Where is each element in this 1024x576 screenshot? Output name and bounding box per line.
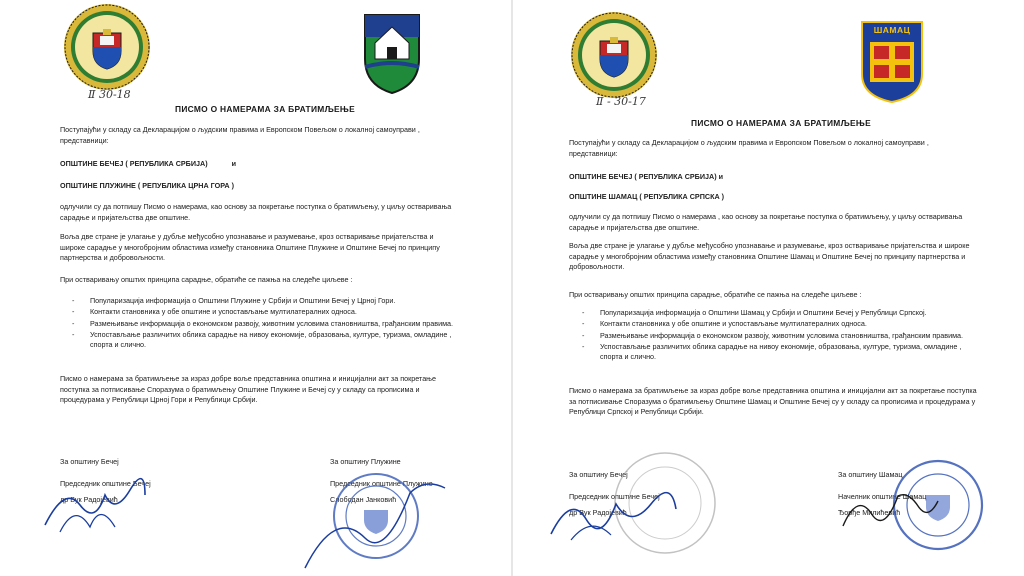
intro-paragraph: Поступајући у складу са Декларацијом о људским правима и Европском Повељом о локалној самоуправи , представници: [569, 138, 929, 158]
handwritten-note: Ⅱ 30-18 [88, 88, 131, 101]
becej-seal-icon [570, 11, 658, 99]
signature-becej-scribble [546, 484, 686, 544]
list-item: - Популаризација информација о Општини Шамац у Србији и Општини Бечеј у Републици Српској. [582, 308, 982, 318]
list-item: - Размењивање информација о економском развоју, животним условима становништва, грађанским правима. [582, 331, 982, 341]
signature-name: др Вук Радојевић [569, 508, 627, 517]
principles-intro: При остваривању општих принципа сарадње, обратиће се пажња на следеће циљеве : [60, 275, 353, 284]
becej-seal-icon [63, 3, 151, 91]
intro-paragraph: Поступајући у складу са Декларацијом о људским правима и Европском Повељом о локалној самоуправи , представници: [60, 125, 420, 145]
signature-name: др Вук Радојевић [60, 495, 118, 504]
signature-becej-scribble [40, 470, 150, 540]
signature-name: Слободан Јанковић [330, 495, 397, 504]
closing-paragraph: Писмо о намерама за братимљење за израз добре воље представника општина и иницијални акт за покретање поступка за потписивање Споразума о братимљењу Општине Плужине и Бечеј су у складу са прописима и процедурама у Републици Црној Гори и Републици Србији. [60, 374, 437, 405]
party-conjunction: и [231, 159, 237, 168]
decision-paragraph: одлучили су да потпишу Писмо о намерама, као основу за покретање поступка о братимљењу, у циљу остваривања сарадње и пријатељства две општине. [60, 202, 452, 222]
pluzine-shield-icon [363, 13, 421, 95]
list-item: - Успостављање различитих облика сарадње на нивоу економије, образовања, културе, туризма, омладине , спорта и слично. [582, 342, 982, 362]
signature-for: За општину Плужине [330, 457, 401, 466]
party-one-name: ОПШТИНЕ БЕЧЕЈ ( РЕПУБЛИКА СРБИЈА) [60, 159, 208, 168]
signature-for: За општину Бечеј [60, 457, 119, 466]
party-two: ОПШТИНЕ ШАМАЦ ( РЕПУБЛИКА СРПСКА ) [569, 192, 725, 201]
signature-role: Председник општине Бечеј [60, 479, 151, 488]
signature-for: За општину Шамац [838, 470, 903, 479]
party-one [60, 159, 236, 170]
document-title: ПИСМО О НАМЕРАМА ЗА БРАТИМЉЕЊЕ [691, 118, 872, 128]
list-item: - Контакти становника у обе општине и успостављање мултилатералних односа. [582, 319, 982, 329]
signature-for: За општину Бечеј [569, 470, 628, 479]
party-two: ОПШТИНЕ ПЛУЖИНЕ ( РЕПУБЛИКА ЦРНА ГОРА ) [60, 181, 234, 190]
signature-pluzine-scribble [295, 478, 465, 573]
decision-paragraph: одлучили су да потпишу Писмо о намерама , као основу за покретање поступка о братимљењу, у циљу остваривања сарадње и пријатељства две општине. [569, 212, 963, 232]
list-item: - Контакти становника у обе општине и успостављање мултилатералних односа. [72, 307, 462, 317]
signature-role: Начелник општине Шамац [838, 492, 927, 501]
party-one: ОПШТИНЕ БЕЧЕЈ ( РЕПУБЛИКА СРБИЈА) и [569, 172, 724, 181]
signature-samac-scribble [838, 486, 948, 536]
signature-role: Председник општине Бечеј [569, 492, 660, 501]
handwritten-note: Ⅱ - 30-17 [596, 95, 646, 108]
will-paragraph: Воља две стране је улагање у дубље међусобно упознавање и разумевање, кроз остваривање пријатељства и широке сарадње у многобројним областима између становника Општине Плужине и Општине Бечеј по принципу партнерства и добровољности. [60, 232, 440, 263]
list-item: - Успостављање различитих облика сарадње на нивоу економије, образовања, културе, туризма, омладине , спорта и слично. [72, 330, 462, 350]
signature-name: Ђорђе Милићевић [838, 508, 901, 517]
list-item: - Популаризација информација о Општини Плужине у Србији и Општини Бечеј у Црној Гори. [72, 296, 462, 306]
page-divider [511, 0, 513, 576]
goals-list [582, 308, 982, 364]
goals-list [72, 296, 462, 352]
list-item: - Размењивање информација о економском развоју, животним условима становништва, грађанским правима. [72, 319, 462, 329]
samac-shield-label: ШАМАЦ [873, 25, 911, 35]
document-title: ПИСМО О НАМЕРАМА ЗА БРАТИМЉЕЊЕ [175, 104, 356, 114]
document-samac [518, 0, 1024, 576]
will-paragraph: Воља две стране је улагање у дубље међусобно упознавање и разумевање, кроз остваривање пријатељства и широке сарадње у многобројним областима између становника Општине Шамац и Општине Бечеј по принципу партнерства и добровољности. [569, 241, 970, 272]
principles-intro: При остваривању општих принципа сарадње, обратиће се пажња на следеће циљеве : [569, 290, 862, 299]
samac-shield [860, 20, 924, 104]
signature-role: Председник општине Плужине [330, 479, 433, 488]
closing-paragraph: Писмо о намерама за братимљење за израз добре воље представника општина и иницијални акт за покретање поступка за потписивање Споразума о братимљењу Општине Шамац и Општине Бечеј су у складу са прописима и процедурама у Републици Српској и Републици Србији. [569, 386, 977, 417]
document-pluzine [0, 0, 506, 576]
